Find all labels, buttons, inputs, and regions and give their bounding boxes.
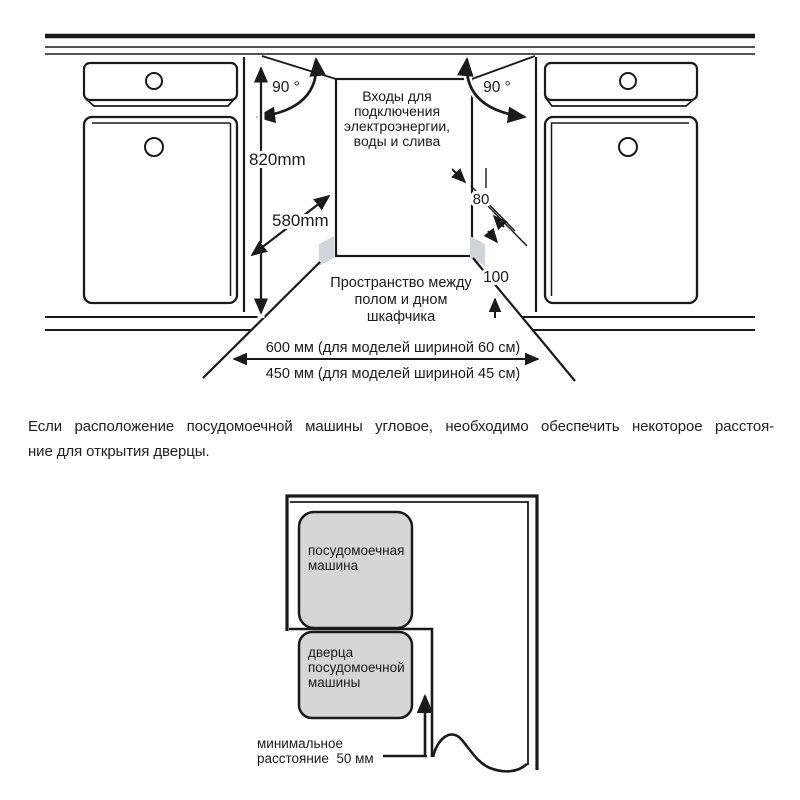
door-label-line: машины [308,675,361,690]
utilities-note-line: электроэнергии, [343,118,451,134]
right-drawer-knob [620,73,636,89]
angle-label-left: 90 ° [272,79,300,96]
clearance-arrow-3 [488,231,497,242]
left-cabinet [84,57,244,312]
dishwasher-body [299,512,412,628]
dimension-820-label: 820mm [249,150,306,169]
dishwasher-label-line: машина [308,558,359,573]
angle-label-right: 90 ° [483,79,511,96]
dishwasher-door [299,632,412,718]
wall-break-squiggle [433,735,527,772]
left-door-knob [145,138,163,156]
floor-space-note-line: полом и дном [354,292,448,308]
door-label-line: посудомоечной [308,660,405,675]
floor-space-note-line: Пространство между [330,275,472,291]
left-plinth-block [319,236,334,266]
corner-placement-diagram [0,480,800,800]
floor-space-note-line: шкафчика [366,309,436,325]
countertop [45,36,755,54]
dimension-580-label: 580mm [272,211,329,230]
niche-ceiling-edges [262,56,535,79]
utilities-note [344,88,450,149]
left-drawer-knob [146,73,162,89]
note-text-line-1: Если расположение посудомоечной машины угловое, необходимо обеспечить некоторое расстоя- [28,418,774,435]
door-swing-right [467,59,525,117]
hose-clearance-marks [452,168,527,318]
right-cabinet [536,57,697,312]
utilities-note-line: подключения [353,103,441,119]
right-plinth-block [470,236,485,266]
floor-space-note [330,275,472,325]
door-swing-left [258,59,316,117]
utilities-note-line: Входы для [362,88,432,104]
min-distance-label-line: расстояние 50 мм [257,751,374,766]
width-450-label: 450 мм (для моделей шириной 45 см) [265,366,521,382]
clearance-80-label: 80 [472,191,490,208]
clearance-arrow-1 [452,169,465,182]
dimension-width [234,340,538,382]
utilities-note-line: воды и слива [353,133,441,149]
min-distance-label-line: минимальное [257,736,343,751]
note-text-line-2: ние для открытия дверцы. [28,442,210,460]
dishwasher-label-line: посудомоечная [308,543,405,558]
width-600-label: 600 мм (для моделей шириной 60 см) [265,340,521,356]
clearance-100-label: 100 [483,269,509,286]
corner-placement-note [28,415,774,464]
clearance-diagonal-2 [486,204,527,246]
right-door-knob [619,138,637,156]
door-label-line: дверца [308,645,354,660]
